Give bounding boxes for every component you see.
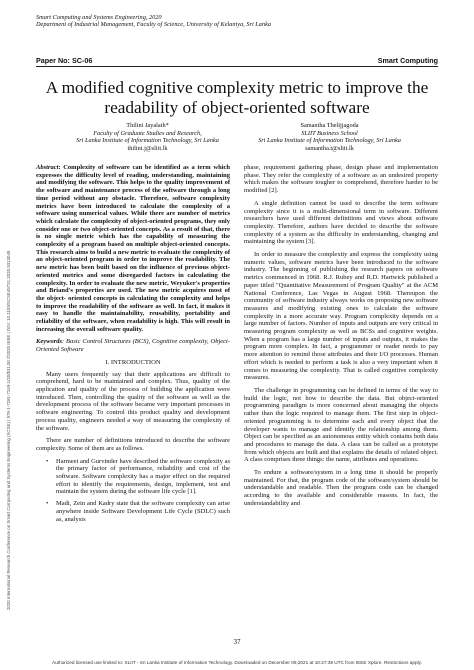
author-department: SLIIT Business School	[301, 129, 358, 137]
list-item: • Harmeet and Gurvinder have described the software complexity as the primary factor of performance, reliability and cost of the software. Software complexity has a major effect on the required effort to identify the requirements, design, implement, test and maintain the system during the software life cycle [1].	[56, 458, 230, 497]
right-column	[244, 164, 438, 513]
definition-list	[36, 458, 230, 524]
paragraph: Many users frequently say that their applications are difficult to comprehend, hard to be maintained and complex. Thus, quality of the application and quality of the process of building the application were introduced. Then, controlling the quality of the software as well as the development process of the software became very important processes in software engineering. To control this product quality and development process quality, engineers needed a way of measuring the complexity of the software.	[36, 370, 230, 432]
paragraph: The challenge in programming can be defined in terms of the way to build the logic, not how to describe the data. But object-oriented programming paradigm is more concerned about managing the objects rather than the logic required to manage them. The first step in object-oriented programming is to determine each and every object that the developer wants to manage and identify the relationship among them. Object can be specified as an autonomous entity which contains both data and procedures to manage the data. A class can be called as a prototype from which objects are built and that explains the details of related object. A class comprises three things: the name, attributes and operations.	[244, 386, 438, 464]
author-block-2	[242, 122, 417, 152]
conference-department: Department of Industrial Management, Faculty of Science, University of Kelaniya, Sri Lanka	[36, 21, 272, 29]
author-block-1	[60, 122, 235, 152]
paragraph: A single definition cannot be used to describe the term software complexity since it is a multi-dimensional term in software. Different researchers have used different definitions and views about software complexity. Therefore, authors have decided to describe the software complexity of a system as the difficulty in understanding, changing and maintaining the system [3].	[244, 199, 438, 246]
header-rule	[36, 66, 438, 67]
license-footer: Authorized licensed use limited to: SLIIT - Sri Lanka Institute of Information Technology. Downloaded on December 09,2021 at 10:27:38 UTC from IEEE Xplore. Restrictions apply.	[52, 660, 422, 665]
paragraph: phase, requirement gathering phase, design phase and implementation phase. They refer the complexity of a software as an undesired property which makes the software tougher to comprehend, therefore harder to be modified [2].	[244, 164, 438, 195]
author-department: Faculty of Graduate Studies and Research,	[93, 129, 202, 137]
abstract	[36, 164, 230, 333]
abstract-text: : Complexity of software can be identified as a term which expresses the difficulty level of reading, understanding, maintaining and modifying the software. This helps to the quality improvement of the software and maintenance process of the software through a long time period without any obstacle. Therefore, software complexity metrics have been introduced to calculate the complexity of a software using numerical values. While there are number of metrics which calculate the complexity of object-oriented programs, they only consider one or two object-oriented concepts. As a result of that, there is no single metric which has the capability of measuring the complexity of a program based on multiple object-oriented concepts. This research aims to build a new metric to evaluate the complexity of an object-oriented program in order to improve the readability. The new metric has been built based on the influence of previous object-oriented metrics and some disregarded factors in calculating the complexity. In order to evaluate the new metric, Weyuker's properties and Briand's properties are used. The new metric acquires most of the object- oriented concepts in calculating the complexity and helps to improve the readability of the software as well. In fact, it makes it easy to handle the maintainability, reusability, portability and reliability of the software, when readability is high. This will result in increasing the overall software quality.	[36, 164, 230, 333]
doi-sidebar-text: 2020 International Research Conference on Smart Computing and Systems Engineering (SCSE) | 978-1-7281-7249-1/20/$31.00 ©2020 IEEE | DOI: 10.1109/SCSE49731.2020.9313049	[6, 250, 11, 610]
keywords	[36, 338, 230, 353]
paragraph: There are number of definitions introduced to describe the software complexity. Some of them are as follows.	[36, 437, 230, 452]
conference-name: Smart Computing and Systems Engineering, 2020	[36, 14, 162, 21]
author-email: samantha.t@sliit.lk	[305, 144, 354, 152]
conference-header	[36, 14, 271, 29]
track-label: Smart Computing	[377, 56, 438, 65]
paper-number: Paper No: SC-06	[36, 56, 93, 65]
author-institution: Sri Lanka Institute of Information Technology, Sri Lanka	[258, 137, 401, 144]
author-institution: Sri Lanka Institute of Information Technology, Sri Lanka	[76, 137, 219, 144]
paragraph: To endure a software/system in a long time it should be properly maintained. For that, the program code of the software/system should be understandable and readable. Then the program code can be changed according to the available and considerable reasons. In fact, the understandability and	[244, 469, 438, 507]
abstract-label: Abstract	[36, 164, 59, 171]
keywords-label: Keywords	[36, 338, 62, 346]
section-heading: I. INTRODUCTION	[105, 358, 161, 366]
keywords-text: : Basic Control Structures (BCS), Cognitive complexity, Object-Oriented Software	[36, 338, 230, 354]
doi-sidebar	[0, 90, 12, 610]
left-column	[36, 164, 230, 527]
list-item: • Madi, Zein and Kadry state that the software complexity can arise anywhere inside Software Development Life Cycle (SDLC) such as, analysis	[56, 500, 230, 523]
paragraph: In order to measure the complexity and express the complexity using numeric values, software metrics have been introduced to the software industry. The beginning of publishing the research papers on software metrics commenced in 1968. R.J. Rubey and R.D. Hartwick published a paper titled "Quantitative Measurement of Program Quality" at the ACM National Conference, Las Vegas in August 1968. Thereupon the community of software industry always works on proposing new software measures and modifying existing ones to calculate the software complexity in a more accurate way. Program complexity depends on a large number of factors. Number of inputs and outputs are very critical in measuring program complexity as well as BCSs and cognitive weights. When a program has a large number of inputs and outputs, it makes the program more complex. In fact, a programmer or reader needs to pay more attention to remind those attributes and their I/O processes. Human effort which is needed to perform a task is also a very important when it comes to measuring the complexity. That is called cognitive complexity measures.	[244, 251, 438, 382]
page-number: 37	[233, 638, 241, 646]
paper-title: A modified cognitive complexity metric to improve the readability of object-oriented software	[45, 78, 429, 117]
author-name: Thilini Jayalath*	[126, 122, 169, 129]
author-name: Samantha Thelijjagoda	[300, 122, 359, 129]
author-email: thilini.j@sliit.lk	[127, 144, 168, 152]
